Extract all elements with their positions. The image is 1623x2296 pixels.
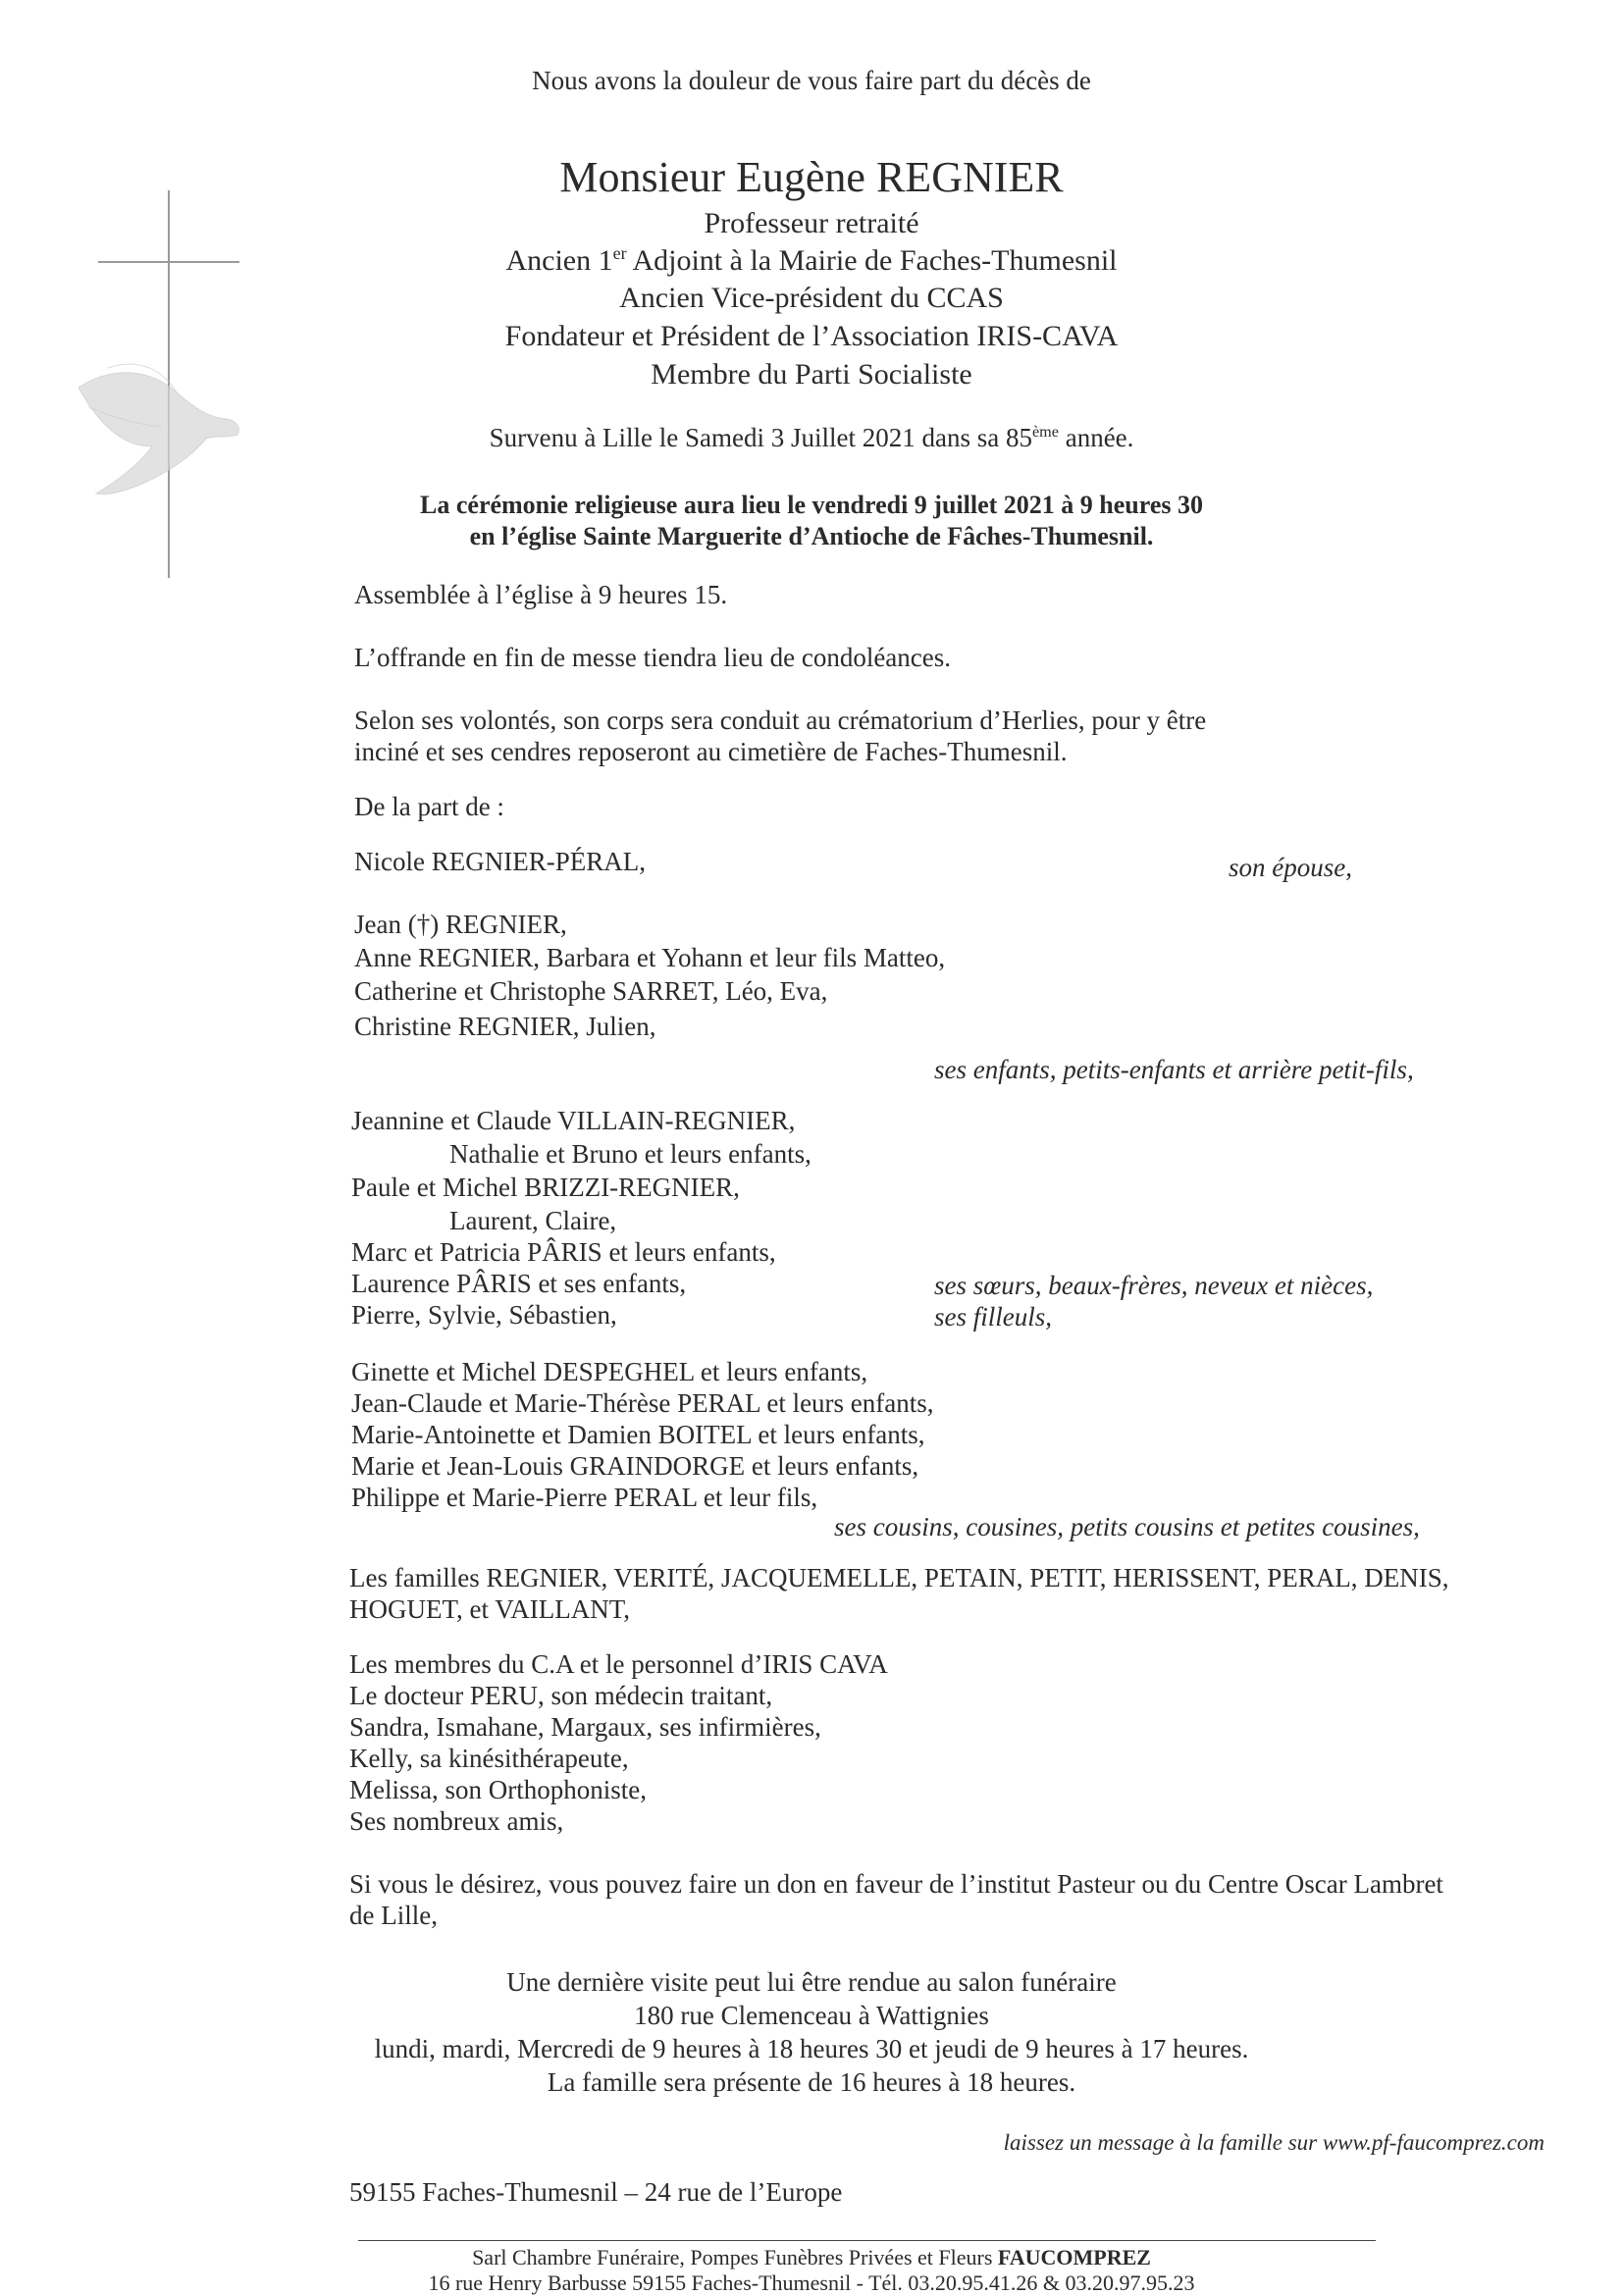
title-line-3: Ancien Vice-président du CCAS [619,282,1004,314]
assembly-text: Assemblée à l’église à 9 heures 15. [354,580,728,609]
visit-line-2: 180 rue Clemenceau à Wattignies [634,2001,989,2030]
footer-divider [358,2240,1376,2241]
footer-company: Sarl Chambre Funéraire, Pompes Funèbres Privées et Fleurs FAUCOMPREZ [472,2245,1151,2270]
spouse-role: son épouse, [1229,853,1352,882]
cousins-line: Ginette et Michel DESPEGHEL et leurs enfants, [351,1357,868,1386]
siblings-line: Marc et Patricia PÂRIS et leurs enfants, [351,1237,776,1267]
families-line-1: Les familles REGNIER, VERITÉ, JACQUEMELLE, PETAIN, PETIT, HERISSENT, PERAL, DENIS, [349,1563,1449,1592]
siblings-line: Pierre, Sylvie, Sébastien, [351,1300,617,1330]
cousins-role: ses cousins, cousines, petits cousins et petites cousines, [834,1512,1420,1541]
siblings-role: ses sœurs, beaux-frères, neveux et nièces, [934,1271,1374,1300]
intro-text: Nous avons la douleur de vous faire part du décès de [532,66,1091,95]
visit-line-3: lundi, mardi, Mercredi de 9 heures à 18 heures 30 et jeudi de 9 heures à 17 heures. [374,2034,1249,2063]
from-label: De la part de : [354,792,504,821]
cousins-line: Marie-Antoinette et Damien BOITEL et leurs enfants, [351,1420,925,1449]
cousins-line: Philippe et Marie-Pierre PERAL et leur fils, [351,1483,818,1512]
visit-line-4: La famille sera présente de 16 heures à 18 heures. [547,2067,1076,2097]
death-notice: Survenu à Lille le Samedi 3 Juillet 2021 dans sa 85ème année. [489,423,1134,452]
ceremony-line-2: en l’église Sainte Marguerite d’Antioche de Fâches-Thumesnil. [469,522,1154,550]
title-line-4: Fondateur et Président de l’Association IRIS-CAVA [504,320,1119,352]
others-line: Melissa, son Orthophoniste, [349,1775,647,1804]
siblings-line: Nathalie et Bruno et leurs enfants, [449,1139,812,1169]
title-line-1: Professeur retraité [704,207,919,239]
offering-text: L’offrande en fin de messe tiendra lieu de condoléances. [354,643,952,672]
siblings-line: Laurence PÂRIS et ses enfants, [351,1269,687,1298]
others-line: Ses nombreux amis, [349,1806,564,1836]
siblings-line: Paule et Michel BRIZZI-REGNIER, [351,1173,740,1202]
children-line: Anne REGNIER, Barbara et Yohann et leur fils Matteo, [354,943,946,972]
others-line: Sandra, Ismahane, Margaux, ses infirmières, [349,1712,821,1742]
footer-brand: FAUCOMPREZ [997,2245,1151,2270]
children-line: Jean (†) REGNIER, [354,910,567,939]
others-line: Le docteur PERU, son médecin traitant, [349,1681,773,1710]
others-line: Les membres du C.A et le personnel d’IRIS CAVA [349,1649,888,1679]
children-line: Catherine et Christophe SARRET, Léo, Eva, [354,976,828,1006]
godchildren-role: ses filleuls, [934,1302,1052,1331]
siblings-line: Jeannine et Claude VILLAIN-REGNIER, [351,1106,796,1135]
address-text: 59155 Faches-Thumesnil – 24 rue de l’Europe [349,2177,843,2207]
visit-line-1: Une dernière visite peut lui être rendue au salon funéraire [506,1967,1117,1997]
spouse-name: Nicole REGNIER-PÉRAL, [354,847,646,876]
donation-line-2: de Lille, [349,1901,438,1930]
title-line-2: Ancien 1er Adjoint à la Mairie de Faches-Thumesnil [505,243,1118,277]
families-line-2: HOGUET, et VAILLANT, [349,1594,630,1624]
donation-line-1: Si vous le désirez, vous pouvez faire un don en faveur de l’institut Pasteur ou du Centre Oscar Lambret [349,1869,1443,1899]
ceremony-line-1: La cérémonie religieuse aura lieu le vendredi 9 juillet 2021 à 9 heures 30 [420,491,1203,519]
title-line-5: Membre du Parti Socialiste [651,358,972,391]
wishes-line-1: Selon ses volontés, son corps sera conduit au crématorium d’Herlies, pour y être [354,705,1207,735]
deceased-name: Monsieur Eugène REGNIER [559,153,1064,201]
others-line: Kelly, sa kinésithérapeute, [349,1744,629,1773]
cousins-line: Jean-Claude et Marie-Thérèse PERAL et leurs enfants, [351,1388,934,1418]
siblings-line: Laurent, Claire, [449,1206,617,1235]
wishes-line-2: inciné et ses cendres reposeront au cimetière de Faches-Thumesnil. [354,737,1068,766]
message-website-link[interactable]: laissez un message à la famille sur www.pf-faucomprez.com [1003,2130,1544,2155]
children-role: ses enfants, petits-enfants et arrière petit-fils, [934,1055,1414,1084]
cousins-line: Marie et Jean-Louis GRAINDORGE et leurs enfants, [351,1451,919,1481]
children-line: Christine REGNIER, Julien, [354,1012,656,1041]
footer-contact: 16 rue Henry Barbusse 59155 Faches-Thumesnil - Tél. 03.20.95.41.26 & 03.20.97.95.23 [428,2270,1195,2295]
